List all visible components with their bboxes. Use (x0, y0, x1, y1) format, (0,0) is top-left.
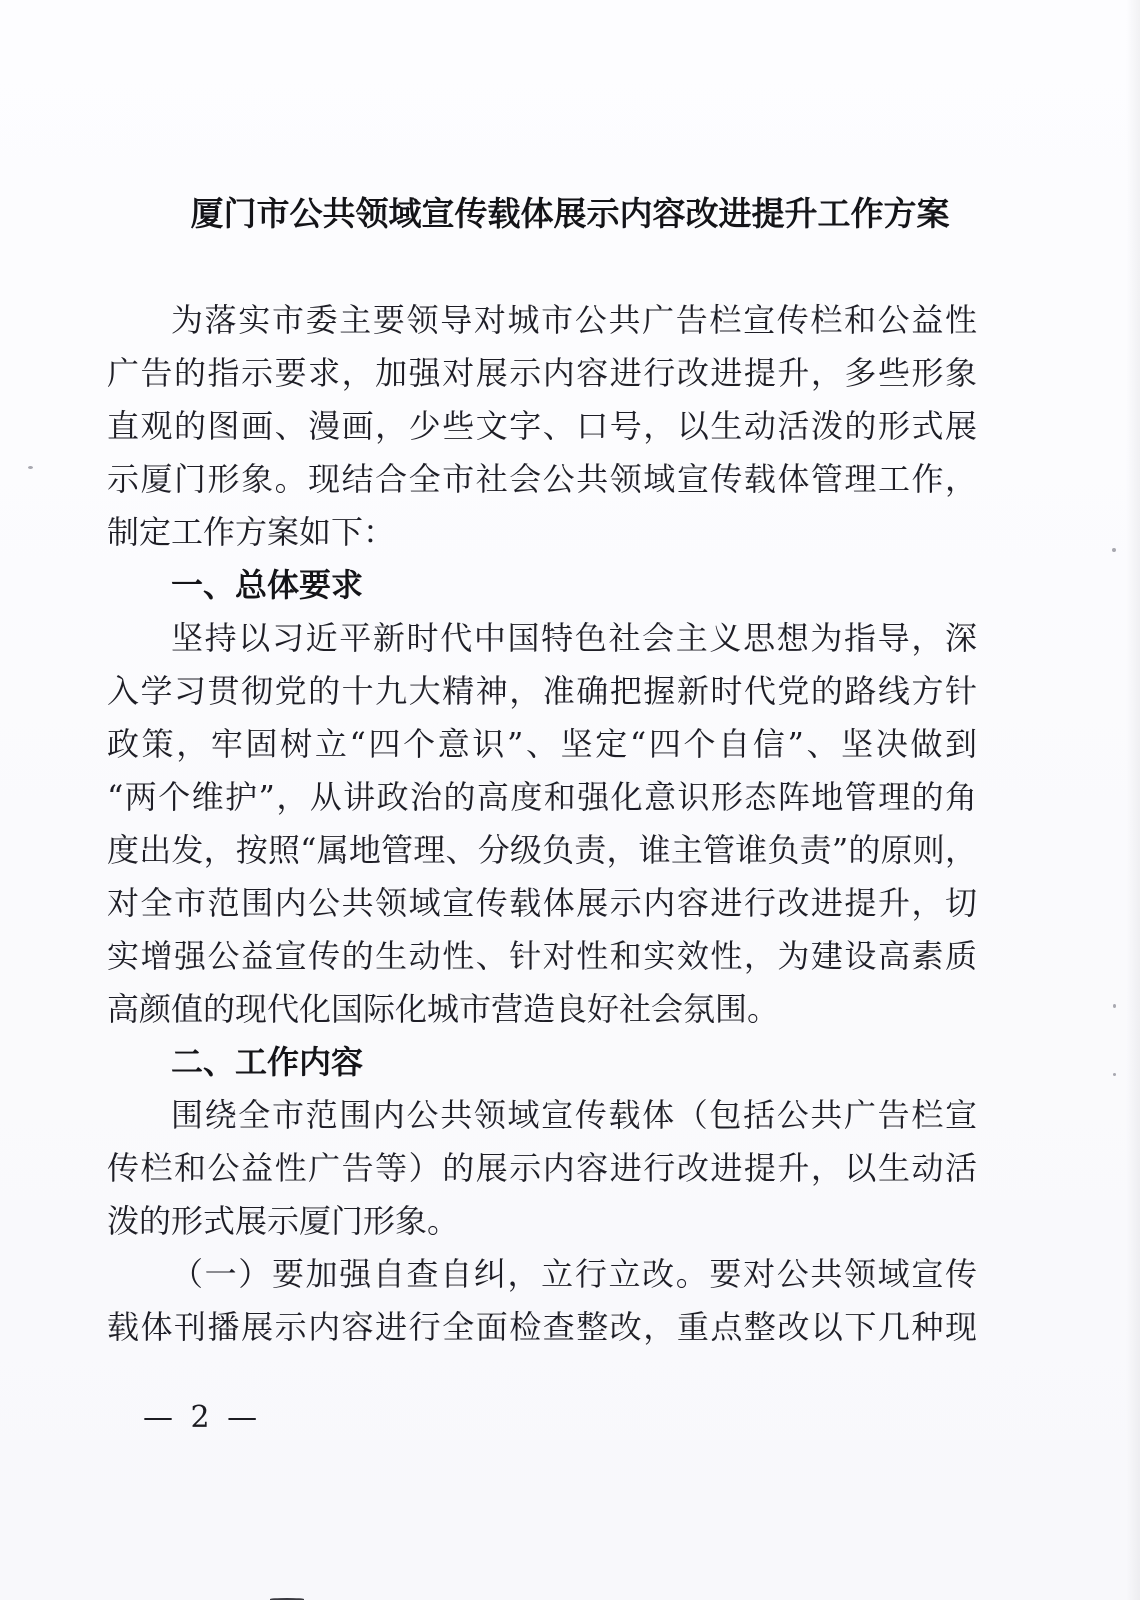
subsection1-line: （一）要加强自查自纠，立行立改。要对公共领域宣传 (171, 1255, 977, 1293)
scan-speck (1112, 548, 1116, 552)
scan-edge-shadow (1126, 0, 1140, 1600)
scan-speck (28, 466, 33, 469)
section1-line: 坚持以习近平新时代中国特色社会主义思想为指导，深 (171, 619, 977, 657)
section1-line: “两个维护”，从讲政治的高度和强化意识形态阵地管理的角 (107, 778, 977, 816)
intro-line: 制定工作方案如下： (107, 513, 396, 551)
section-heading-general-requirements: 一、总体要求 (171, 566, 364, 604)
intro-line: 直观的图画、漫画，少些文字、口号，以生动活泼的形式展 (107, 407, 977, 445)
section1-line: 度出发，按照“属地管理、分级负责，谁主管谁负责”的原则， (107, 831, 977, 869)
intro-line: 示厦门形象。现结合全市社会公共领域宣传载体管理工作， (107, 460, 977, 498)
section-heading-work-content: 二、工作内容 (171, 1043, 364, 1081)
subsection1-line: 载体刊播展示内容进行全面检查整改，重点整改以下几种现 (107, 1308, 977, 1346)
section1-line: 对全市范围内公共领域宣传载体展示内容进行改进提升，切 (107, 884, 977, 922)
section1-line: 高颜值的现代化国际化城市营造良好社会氛围。 (107, 990, 780, 1028)
scan-speck (1113, 1073, 1116, 1076)
intro-line: 广告的指示要求，加强对展示内容进行改进提升，多些形象 (107, 354, 977, 392)
section1-line: 实增强公益宣传的生动性、针对性和实效性，为建设高素质 (107, 937, 977, 975)
section2-line: 泼的形式展示厦门形象。 (107, 1202, 460, 1240)
section2-line: 传栏和公益性广告等）的展示内容进行改进提升，以生动活 (107, 1149, 977, 1187)
scan-speck (1113, 1004, 1116, 1008)
section1-line: 政策，牢固树立“四个意识”、坚定“四个自信”、坚决做到 (107, 725, 977, 763)
section1-line: 入学习贯彻党的十九大精神，准确把握新时代党的路线方针 (107, 672, 977, 710)
page-number: — 2 — (143, 1400, 262, 1435)
document-title: 厦门市公共领域宣传载体展示内容改进提升工作方案 (190, 194, 950, 233)
section2-line: 围绕全市范围内公共领域宣传载体（包括公共广告栏宣 (171, 1096, 977, 1134)
intro-line: 为落实市委主要领导对城市公共广告栏宣传栏和公益性 (171, 301, 977, 339)
